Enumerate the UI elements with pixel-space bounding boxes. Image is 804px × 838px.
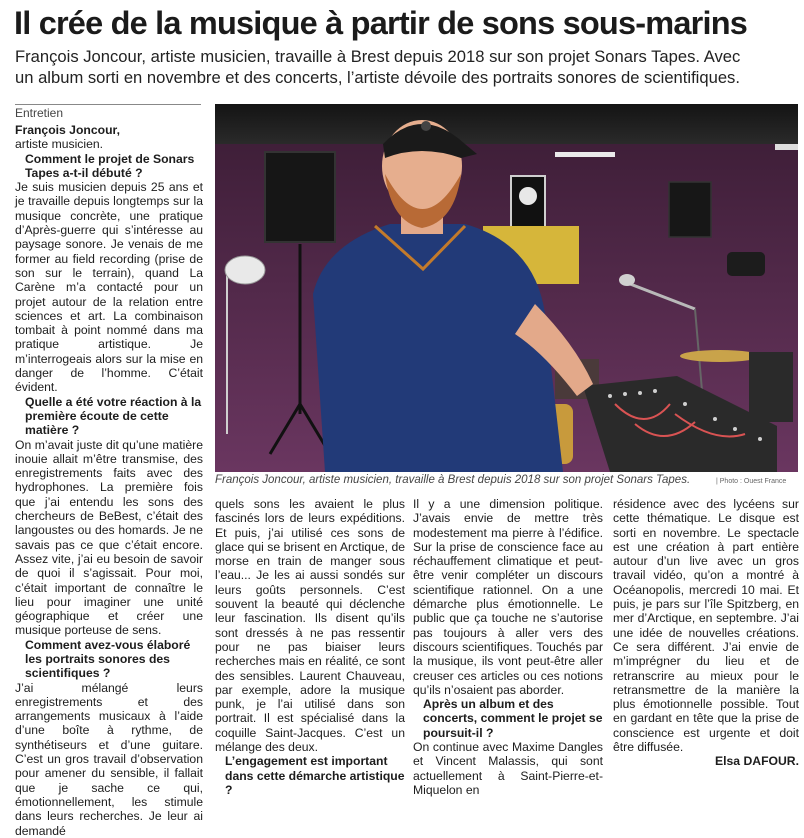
answer-5-part-2: résidence avec des lycéens sur cette thématique. Le disque est sorti en novembre. Le spectacle est une création à part entière autour d’un live avec un gros travail vidéo, qu’on a montré à Océanopolis, mercredi 10 mai. Et puis, je pars sur l’île Spitzberg, en mer d’Arctique, en septembre. J’ai une idée de nouvelles créations. Ce sera différent. J’ai envie de m’imprégner du lieu et de retranscrire au mieux pour le retransmettre de la manière la plus émotionnelle possible. Tout en gardant en tête que la prise de conscience est urgente et doit être diffusée. — [613, 497, 799, 755]
standfirst-line: François Joncour, artiste musicien, travaille à Brest depuis 2018 sur son projet Sonars Tapes. Avec — [15, 47, 741, 66]
article-column-1 — [15, 123, 203, 838]
interviewee-name: François Joncour, — [15, 123, 120, 137]
rubric-divider — [15, 104, 201, 105]
speaker-left — [265, 152, 335, 242]
photo-credit: | Photo : Ouest France — [716, 478, 787, 485]
standfirst-line: un album sorti en novembre et des concerts, l’artiste dévoile des portraits sonores de scientifiques. — [15, 68, 740, 87]
interviewee-role: artiste musicien. — [15, 137, 104, 152]
answer-1: Je suis musicien depuis 25 ans et je travaille depuis longtemps sur la musique concrète, une pratique d’Après-guerre qui s’intéresse au paysage sonore. Je venais de me former au field recording (prise de son sur le terrain), quand La Carène m’a contacté pour un projet autour de la relation entre sciences et art. La combinaison tombait à point nommé dans ma pratique artistique. Je m’interrogeais alors sur la mise en danger de l’homme. C’était évident. — [15, 180, 203, 395]
microphone — [619, 274, 635, 286]
question-1: Comment le projet de Sonars Tapes a-t-il débuté ? — [25, 151, 195, 180]
answer-5-part-1: On continue avec Maxime Dangles et Vincent Malassis, qui sont actuellement à Saint-Pierre-et-Miquelon en — [413, 740, 603, 797]
article-column-2 — [215, 497, 405, 797]
photo-caption: François Joncour, artiste musicien, travaille à Brest depuis 2018 sur son projet Sonars Tapes. — [215, 474, 691, 486]
byline: Elsa DAFOUR. — [715, 754, 799, 769]
studio-lamp — [225, 256, 265, 284]
answer-2: On m’avait juste dit qu’une matière inouie allait m’être transmise, des enregistrements faits avec des hydrophones. La première fois que j’ai entendu les sons des chercheurs de BeBest, c’était des langoustes ou des homards. Je ne savais pas ce que c’était encore. Assez vite, j’ai eu besoin de savoir de quoi il s’agissait. Pour moi, c’était important de connaître le lieu pour imaginer une unité géographique et créer une musique porteuse de sens. — [15, 437, 203, 638]
spotlight — [727, 252, 765, 276]
article-column-4 — [613, 497, 799, 769]
cymbal — [680, 350, 760, 362]
standfirst — [15, 46, 795, 88]
question-4: L’engagement est important dans cette démarche artistique ? — [225, 754, 405, 797]
question-3: Comment avez-vous élaboré les portraits sonores des scientifiques ? — [25, 637, 191, 681]
answer-3-part-1: J’ai mélangé leurs enregistrements et des arrangements musicaux à l’aide d’une boîte à rythme, de synthétiseurs et d’une guitare. C’est un gros travail d’observation pour amener du sensible, il fallait que je sache ce qui, émotionnellement, les stimule dans leurs recherches. Je leur ai demandé — [15, 680, 203, 838]
question-5: Après un album et des concerts, comment le projet se poursuit-il ? — [423, 697, 603, 740]
rubric-label: Entretien — [15, 106, 64, 120]
answer-3-part-2: quels sons les avaient le plus fascinés lors de leurs expéditions. Et puis, j’ai utilisé ces sons de glace qui se brisent en Arctique, de morse en train de manger sous l’eau... Je les ai aussi sondés sur leurs goûts personnels. C’est souvent la beauté qui déclenche leur fascination. Ils disent qu’ils sont dressés à ne pas ressentir pour ne pas biaiser leurs recherches mais en réalité, ce sont des sensibles. Laurent Chauveau, par exemple, adore la musique punk, je l’ai utilisé dans son portrait. Il est spécialisé dans la coquille Saint-Jacques. C’est un mélange des deux. — [215, 497, 405, 755]
headline: Il crée de la musique à partir de sons sous-marins — [14, 5, 748, 41]
article-column-3 — [413, 497, 603, 797]
speaker-right — [669, 182, 711, 237]
article-photo — [215, 104, 798, 472]
question-2: Quelle a été votre réaction à la première écoute de cette matière ? — [25, 394, 202, 438]
studio-photo-illustration — [215, 104, 798, 472]
answer-4: Il y a une dimension politique. J’avais envie de mettre très modestement ma pierre à l’édifice. Sur la prise de conscience face au réchauffement climatique et peut-être venir compléter un discours scientifique rationnel. On a une démarche plus émotionnelle. Le public que ça touche ne s’autorise pas toujours à aller vers des discours scientifiques. Touchés par la musique, ils vont peut-être aller creuser ces articles ou ces notions qu’ils n’osaient pas aborder. — [413, 497, 603, 697]
